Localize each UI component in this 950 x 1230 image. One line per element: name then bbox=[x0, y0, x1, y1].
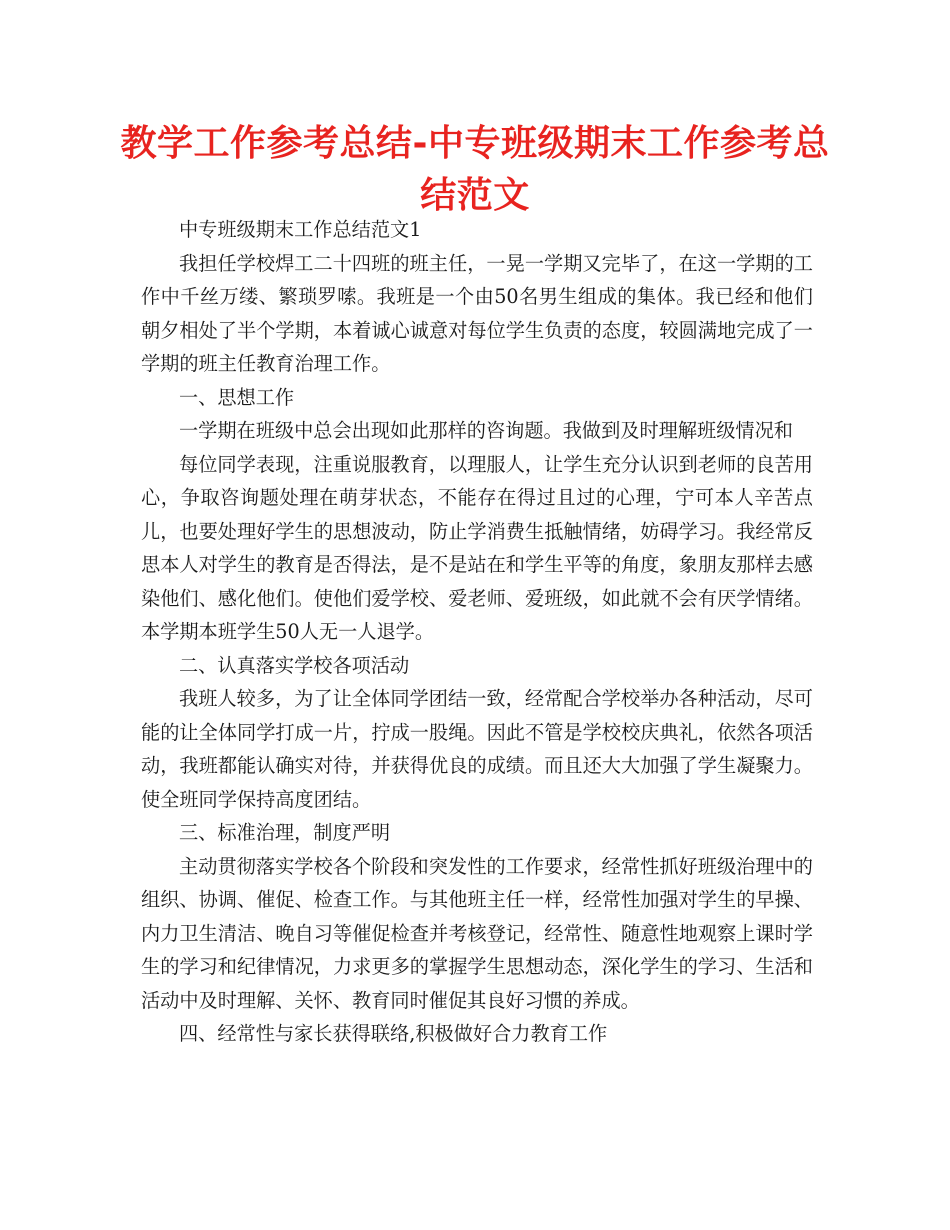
paragraph: 一学期在班级中总会出现如此那样的咨询题。我做到及时理解班级情况和 bbox=[179, 419, 793, 442]
document-body bbox=[141, 213, 813, 1051]
paragraph: 主动贯彻落实学校各个阶段和突发性的工作要求，经常性抓好班级治理中的组织、协调、催促、检查工作。与其他班主任一样，经常性加强对学生的早操、内力卫生清洁、晚自习等催促检查并考核登记，经常性、随意性地观察上课时学生的学习和纪律情况，力求更多的掌握学生思想动态，深化学生的学习、生活和活动中及时理解、关怀、教育同时催促其良好习惯的养成。 bbox=[141, 854, 813, 1012]
paragraph: 我担任学校焊工二十四班的班主任，一晃一学期又完毕了，在这一学期的工作中千丝万缕、繁琐罗嗦。我班是一个由50名男生组成的集体。我已经和他们朝夕相处了半个学期，本着诚心诚意对每位学生负责的态度，较圆满地完成了一学期的班主任教育治理工作。 bbox=[141, 251, 813, 375]
section-heading: 四、经常性与家长获得联络,积极做好合力教育工作 bbox=[179, 1022, 608, 1045]
section-heading: 三、标准治理，制度严明 bbox=[179, 821, 391, 844]
section-heading: 二、认真落实学校各项活动 bbox=[179, 653, 410, 677]
paragraph: 每位同学表现，注重说服教育，以理服人，让学生充分认识到老师的良苦用心，争取咨询题处理在萌芽状态，不能存在得过且过的心理，宁可本人辛苦点儿，也要处理好学生的思想波动，防止学消费生抵触情绪，妨碍学习。我经常反思本人对学生的教育是否得法，是不是站在和学生平等的角度，象朋友那样去感染他们、感化他们。使他们爱学校、爱老师、爱班级，如此就不会有厌学情绪。本学期本班学生50人无一人退学。 bbox=[141, 452, 813, 643]
paragraph: 我班人较多，为了让全体同学团结一致，经常配合学校举办各种活动，尽可能的让全体同学打成一片，拧成一股绳。因此不管是学校校庆典礼，依然各项活动，我班都能认确实对待，并获得优良的成绩。而且还大大加强了学生凝聚力。使全班同学保持高度团结。 bbox=[141, 687, 813, 811]
paragraph-subtitle: 中专班级期末工作总结范文1 bbox=[179, 218, 422, 241]
document-title: 教学工作参考总结-中专班级期末工作参考总结范文 bbox=[120, 123, 830, 216]
section-heading: 一、思想工作 bbox=[179, 385, 295, 409]
